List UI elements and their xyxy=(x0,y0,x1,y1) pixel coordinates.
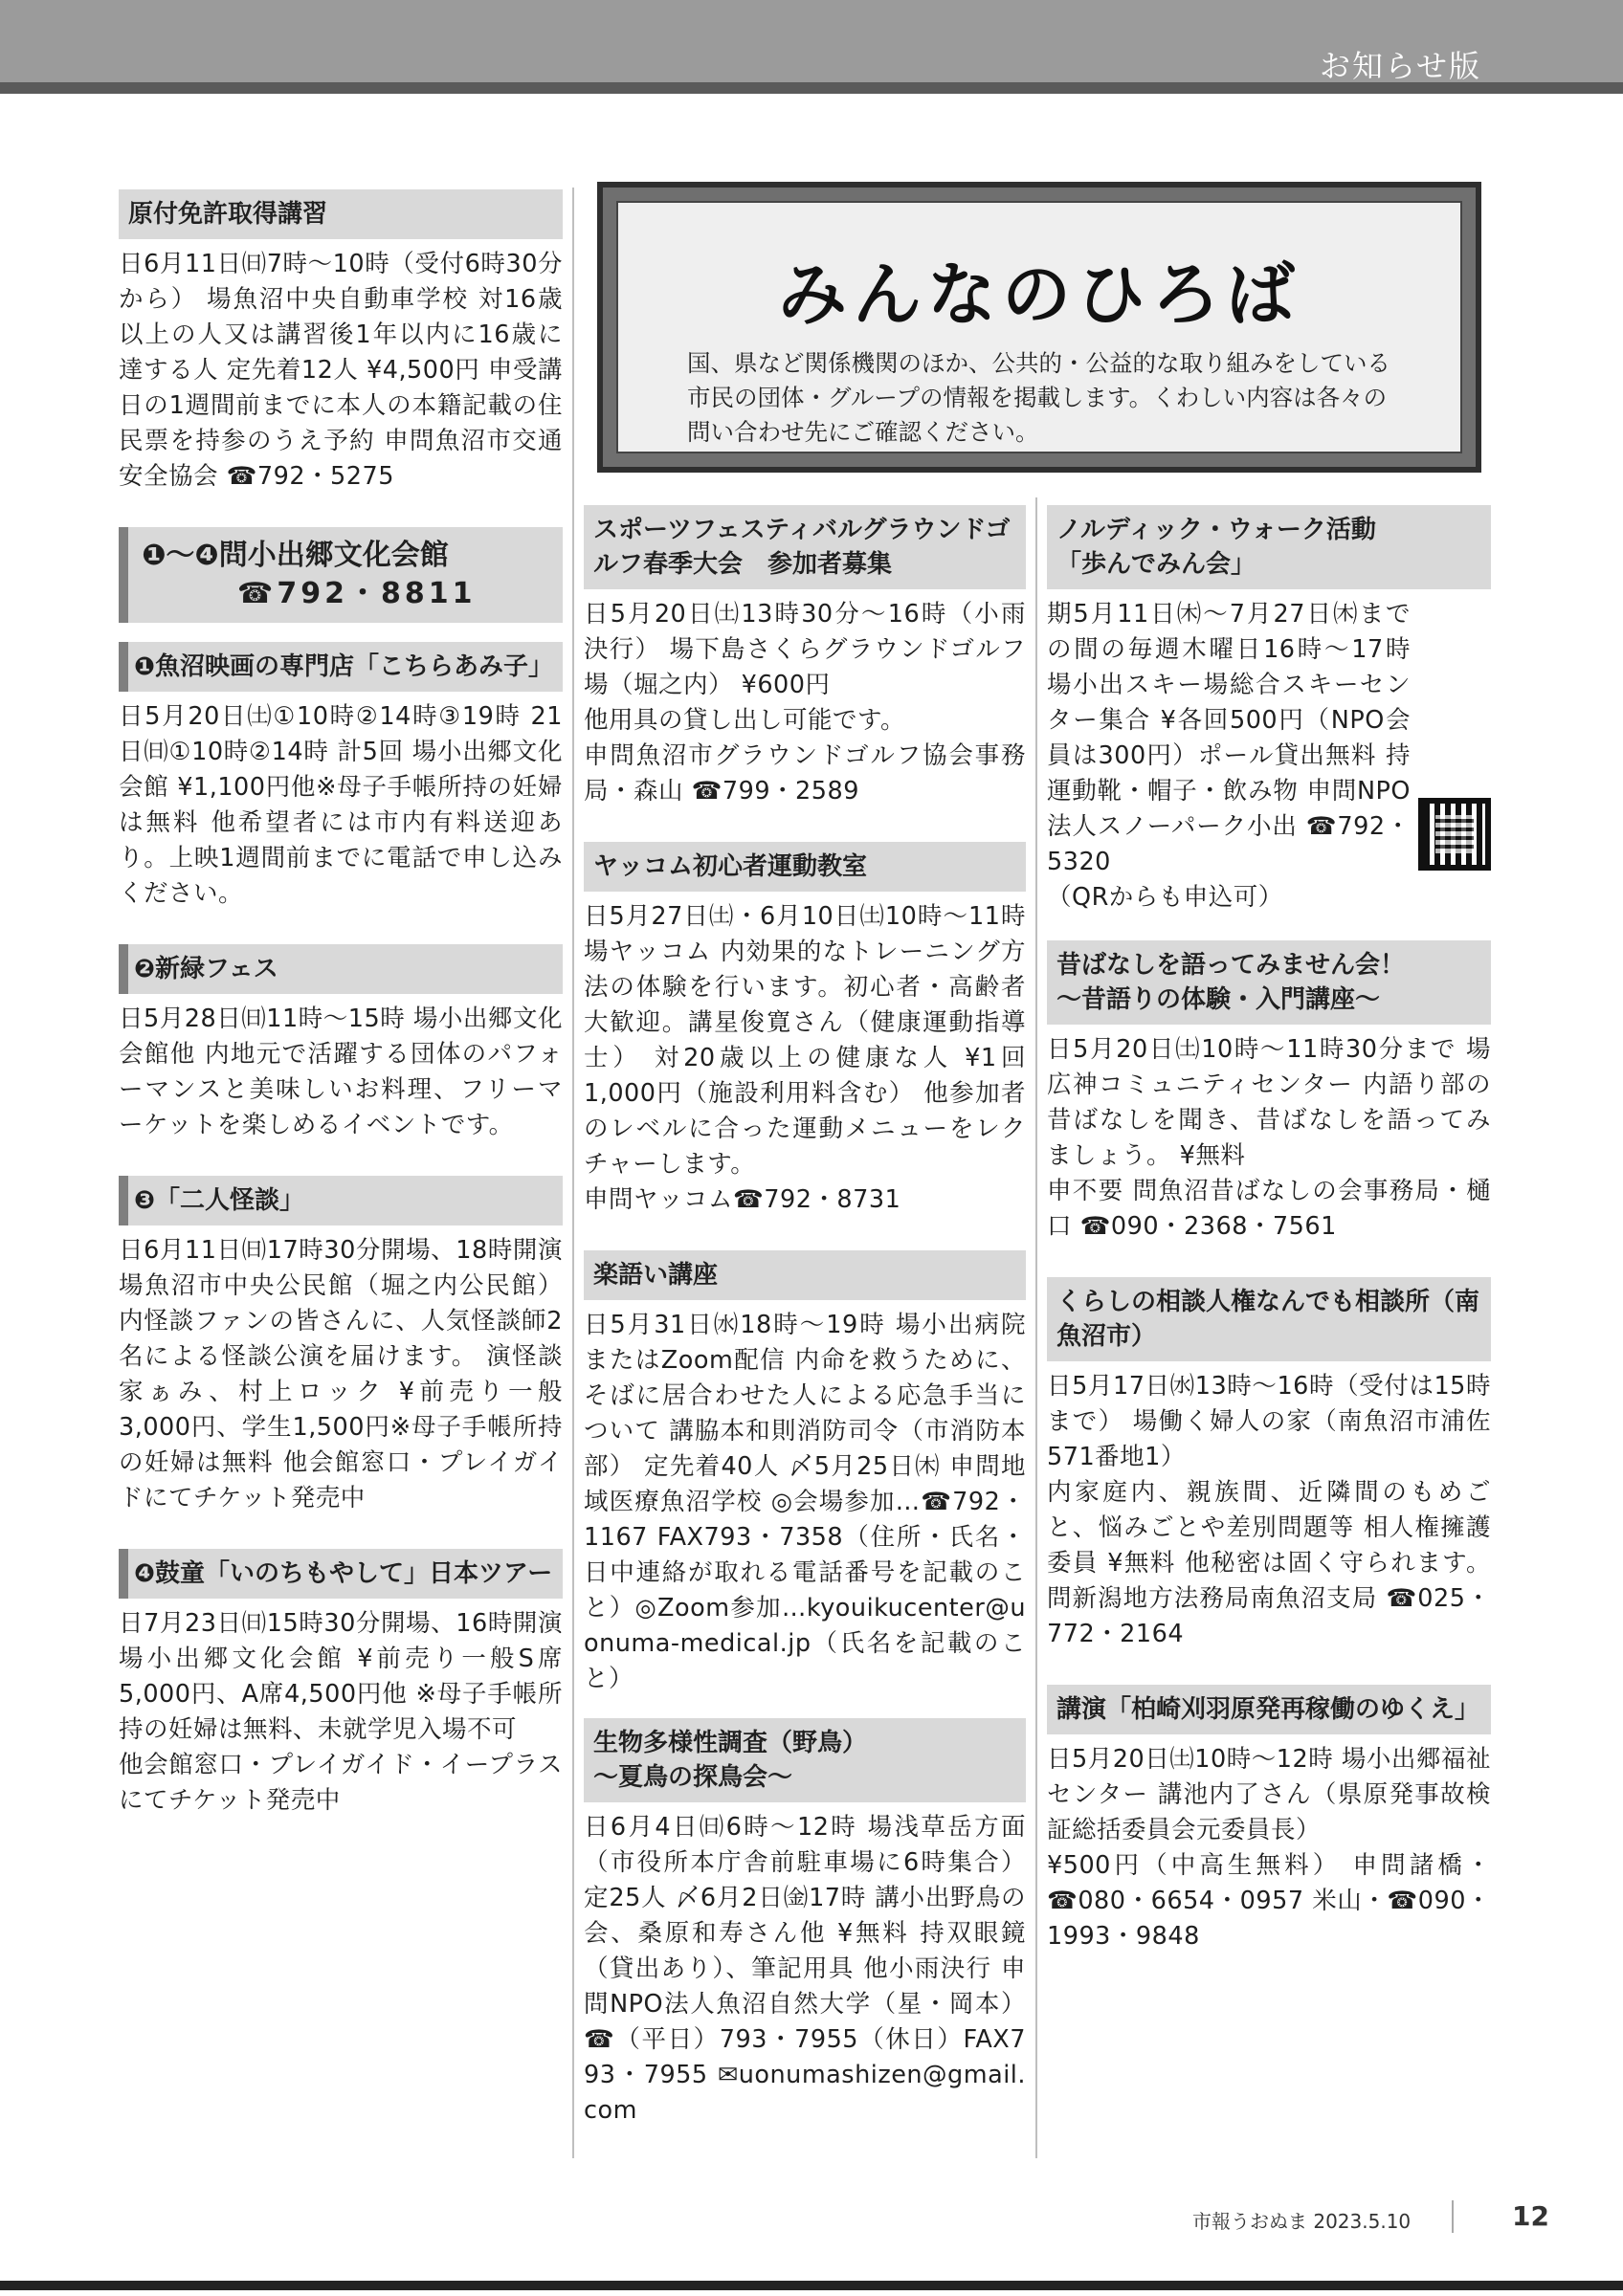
section-body: 日6月11日㈰7時～10時（受付6時30分から） 場魚沼中央自動車学校 対16歳以上の人又は講習後1年以内に16歳に達する人 定先着12人 ¥4,500円 申受講日の1週間前までに本人の本籍記載の住民票を持参のうえ予約 申問魚沼市交通安全協会 ☎792・5275 xyxy=(119,250,563,491)
right-column xyxy=(1047,505,1491,1954)
footer-rule xyxy=(0,2281,1623,2290)
column-divider xyxy=(1035,497,1037,2158)
section-body: 日5月20日㈯10時～11時30分まで 場広神コミュニティセンター 内語り部の昔ばなしを聞き、昔ばなしを語ってみましょう。 ¥無料 申不要 問魚沼昔ばなしの会事務局・樋口 ☎090・2368・7561 xyxy=(1047,1035,1491,1241)
left-column xyxy=(119,189,563,1819)
banner-board xyxy=(597,182,1481,473)
column-divider xyxy=(572,188,574,2158)
section-title: ノルディック・ウォーク活動 「歩んでみん会」 xyxy=(1047,505,1491,589)
section-body: 日5月20日㈯13時30分～16時（小雨決行） 場下島さくらグラウンドゴルフ場（堀之内） ¥600円 他用具の貸し出し可能です。 申問魚沼市グラウンドゴルフ協会事務局・森山 ☎799・2589 xyxy=(584,600,1026,806)
section-title: ヤッコム初心者運動教室 xyxy=(584,842,1026,892)
contact-phone: ☎792・8811 xyxy=(237,577,477,610)
page-number: 12 xyxy=(1512,2200,1549,2232)
footer-divider xyxy=(1452,2200,1454,2233)
section-body: 日5月17日㈬13時～16時（受付は15時まで） 場働く婦人の家（南魚沼市浦佐571番地1） 内家庭内、親族間、近隣間のもめごと、悩みごとや差別問題等 相人権擁護委員 ¥無料 他秘密は固く守られます。 問新潟地方法務局南魚沼支局 ☎025・772・2164 xyxy=(1047,1372,1491,1648)
section-title: 生物多様性調査（野鳥） ～夏鳥の探鳥会～ xyxy=(584,1718,1026,1802)
section-body: 期5月11日㈭～7月27日㈭までの間の毎週木曜日16時～17時 場小出スキー場総合スキーセンター集合 ¥各回500円（NPO会員は300円）ポール貸出無料 持運動靴・帽子・飲み物 申問NPO法人スノーパーク小出 ☎792・5320 （QRからも申込可） xyxy=(1047,600,1411,912)
section-body: 日7月23日㈰15時30分開場、16時開演 場小出郷文化会館 ¥前売り一般S席5,000円、A席4,500円他 ※母子手帳所持の妊婦は無料、未就学児入場不可 他会館窓口・プレイガイド・イープラスにてチケット発売中 xyxy=(119,1609,563,1815)
section-body: 日5月31日㈬18時～19時 場小出病院またはZoom配信 内命を救うために、そばに居合わせた人による応急手当について 講脇本和則消防司令（市消防本部） 定先着40人 〆5月25日㈭ 申問地域医療魚沼学校 ◎会場参加…☎792・1167 FAX793・7358（住所・氏名・日中連絡が取れる電話番号を記載のこと）◎Zoom参加…kyouikucenter@uonuma-medical.jp（氏名を記載のこと） xyxy=(584,1311,1026,1693)
middle-column xyxy=(584,505,1026,2129)
section-body: 日5月20日㈯10時～12時 場小出郷福祉センター 講池内了さん（県原発事故検証総括委員会元委員長） ¥500円（中高生無料） 申問諸橋・☎080・6654・0957 米山・☎090・1993・9848 xyxy=(1047,1745,1491,1951)
section-title: ❷新緑フェス xyxy=(119,944,563,994)
section-title: 楽語い講座 xyxy=(584,1250,1026,1300)
section-body: 日6月11日㈰17時30分開場、18時開演 場魚沼市中央公民館（堀之内公民館） 内怪談ファンの皆さんに、人気怪談師2名による怪談公演を届けます。 演怪談家ぁみ、村上ロック ¥前売り一般3,000円、学生1,500円※母子手帳所持の妊婦は無料 他会館窓口・プレイガイドにてチケット発売中 xyxy=(119,1236,563,1512)
section-title: 原付免許取得講習 xyxy=(119,189,563,239)
section-title: くらしの相談人権なんでも相談所（南魚沼市） xyxy=(1047,1277,1491,1361)
publication-info: 市報うおぬま 2023.5.10 xyxy=(1192,2210,1412,2233)
contact-box xyxy=(119,527,563,623)
banner-panel xyxy=(616,201,1462,453)
section-body: 日5月28日㈰11時～15時 場小出郷文化会館他 内地元で活躍する団体のパフォーマンスと美味しいお料理、フリーマーケットを楽しめるイベントです。 xyxy=(119,1004,563,1139)
section-title: 昔ばなしを語ってみません会！ ～昔語りの体験・入門講座～ xyxy=(1047,940,1491,1025)
section-body: 日5月27日㈯・6月10日㈯10時～11時 場ヤッコム 内効果的なトレーニング方法の体験を行います。初心者・高齢者大歓迎。講星俊寛さん（健康運動指導士） 対20歳以上の健康な人 ¥1回1,000円（施設利用料含む） 他参加者のレベルに合った運動メニューをレクチャーします。 申問ヤッコム☎792・8731 xyxy=(584,902,1026,1214)
section-title: ❶魚沼映画の専門店「こちらあみ子」 xyxy=(119,642,563,692)
contact-label: ❶～❹問小出郷文化会館 xyxy=(142,539,449,572)
section-body: 日6月4日㈰6時～12時 場浅草岳方面（市役所本庁舎前駐車場に6時集合） 定25人 〆6月2日㈮17時 講小出野鳥の会、桑原和寿さん他 ¥無料 持双眼鏡（貸出あり）、筆記用具 他小雨決行 申問NPO法人魚沼自然大学（星・岡本） ☎（平日）793・7955（休日）FAX793・7955 ✉uonumashizen@gmail.com xyxy=(584,1813,1026,2125)
section-body: 日5月20日㈯①10時②14時③19時 21日㈰①10時②14時 計5回 場小出郷文化会館 ¥1,100円他※母子手帳所持の妊婦は無料 他希望者には市内有料送迎あり。上映1週間前までに電話で申し込みください。 xyxy=(119,702,563,908)
banner-title: みんなのひろば xyxy=(777,254,1301,335)
section-title: 講演「柏崎刈羽原発再稼働のゆくえ」 xyxy=(1047,1685,1491,1734)
section-title: ❹鼓童「いのちもやして」日本ツアー xyxy=(119,1549,563,1599)
page-section-title: お知らせ版 xyxy=(1319,48,1481,84)
section-title: スポーツフェスティバルグラウンドゴルフ春季大会 参加者募集 xyxy=(584,505,1026,589)
section-title: ❸「二人怪談」 xyxy=(119,1176,563,1225)
banner-description: 国、県など関係機関のほか、公共的・公益的な取り組みをしている市民の団体・グループの情報を掲載します。くわしい内容は各々の問い合わせ先にご確認ください。 xyxy=(687,349,1390,446)
qr-code-icon xyxy=(1418,798,1491,871)
